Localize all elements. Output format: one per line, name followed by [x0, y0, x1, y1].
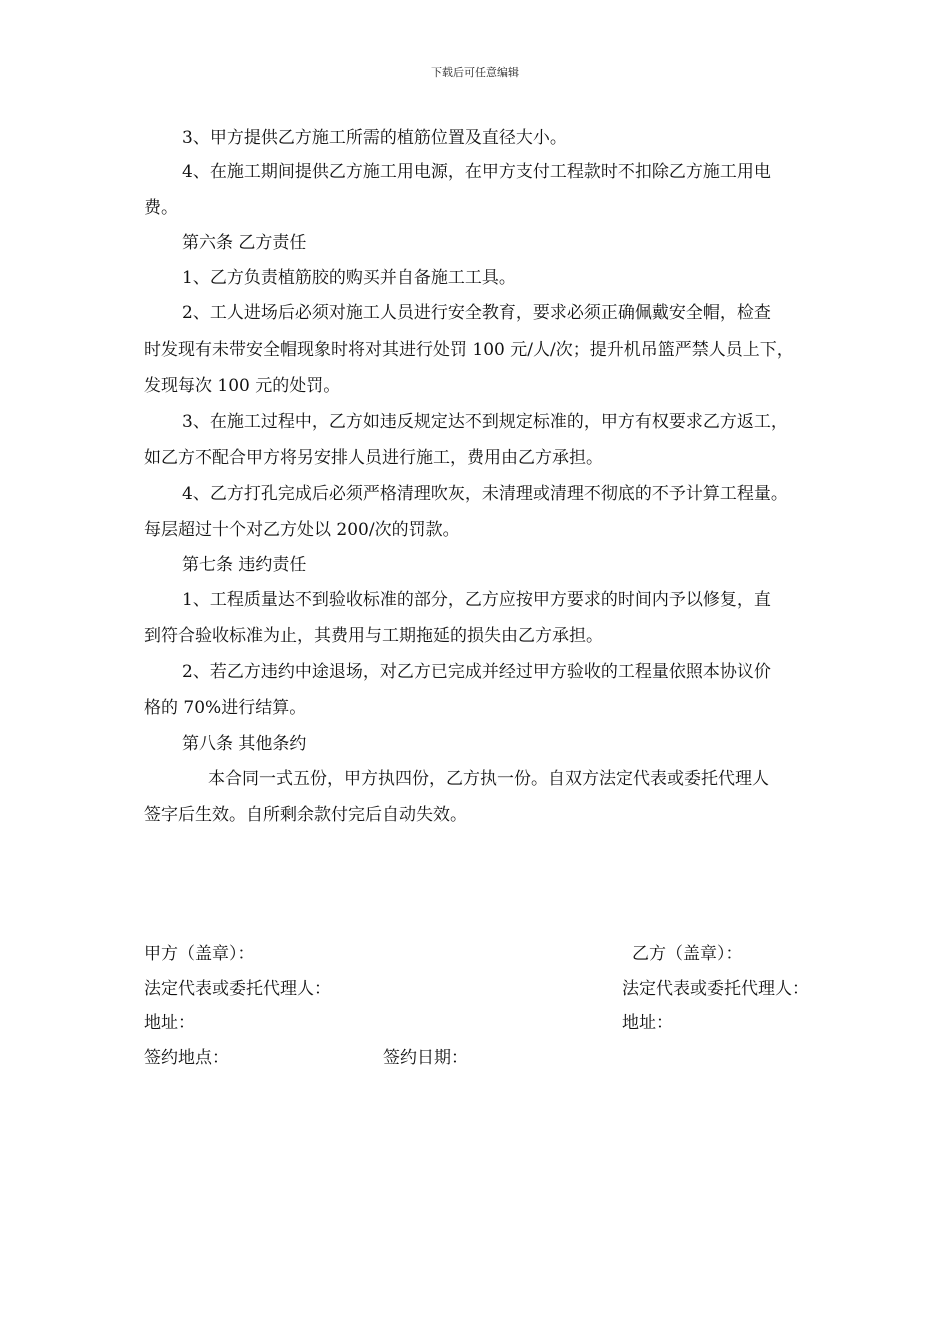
clause-line: 1、乙方负责植筋胶的购买并自备施工工具。 [182, 268, 516, 288]
clause-line: 格的 70%进行结算。 [144, 698, 307, 718]
party-b-seal-label: 乙方（盖章）： [632, 944, 743, 964]
clause-line: 费。 [144, 198, 178, 218]
clause-line: 3、在施工过程中，乙方如违反规定达不到规定标准的，甲方有权要求乙方返工， [182, 412, 788, 432]
clause-line: 3、甲方提供乙方施工所需的植筋位置及直径大小。 [182, 128, 567, 148]
clause-line: 本合同一式五份，甲方执四份，乙方执一份。自双方法定代表或委托代理人 [208, 769, 769, 789]
clause-line: 到符合验收标准为止，其费用与工期拖延的损失由乙方承担。 [144, 626, 603, 646]
sign-place-label: 签约地点： [144, 1048, 229, 1068]
party-a-address-label: 地址： [144, 1013, 195, 1033]
page-header: 下载后可任意编辑 [431, 66, 519, 79]
clause-line: 2、若乙方违约中途退场，对乙方已完成并经过甲方验收的工程量依照本协议价 [182, 662, 771, 682]
party-a-seal-label: 甲方（盖章）： [144, 944, 255, 964]
clause-line: 时发现有未带安全帽现象时将对其进行处罚 100 元/人/次；提升机吊篮严禁人员上下， [144, 340, 794, 360]
section-heading: 第七条 违约责任 [182, 555, 307, 575]
clause-line: 发现每次 100 元的处罚。 [144, 376, 341, 396]
clause-line: 4、在施工期间提供乙方施工用电源，在甲方支付工程款时不扣除乙方施工用电 [182, 162, 771, 182]
clause-line: 签字后生效。自所剩余款付完后自动失效。 [144, 805, 467, 825]
section-heading: 第八条 其他条约 [182, 734, 307, 754]
party-a-rep-label: 法定代表或委托代理人： [144, 979, 331, 999]
clause-line: 如乙方不配合甲方将另安排人员进行施工，费用由乙方承担。 [144, 448, 603, 468]
clause-line: 2、工人进场后必须对施工人员进行安全教育，要求必须正确佩戴安全帽，检查 [182, 303, 771, 323]
clause-line: 4、乙方打孔完成后必须严格清理吹灰，未清理或清理不彻底的不予计算工程量。 [182, 484, 788, 504]
sign-date-label: 签约日期： [383, 1048, 468, 1068]
clause-line: 每层超过十个对乙方处以 200/次的罚款。 [144, 520, 460, 540]
section-heading: 第六条 乙方责任 [182, 233, 307, 253]
party-b-address-label: 地址： [622, 1013, 673, 1033]
clause-line: 1、工程质量达不到验收标准的部分，乙方应按甲方要求的时间内予以修复，直 [182, 590, 771, 610]
party-b-rep-label: 法定代表或委托代理人： [622, 979, 809, 999]
